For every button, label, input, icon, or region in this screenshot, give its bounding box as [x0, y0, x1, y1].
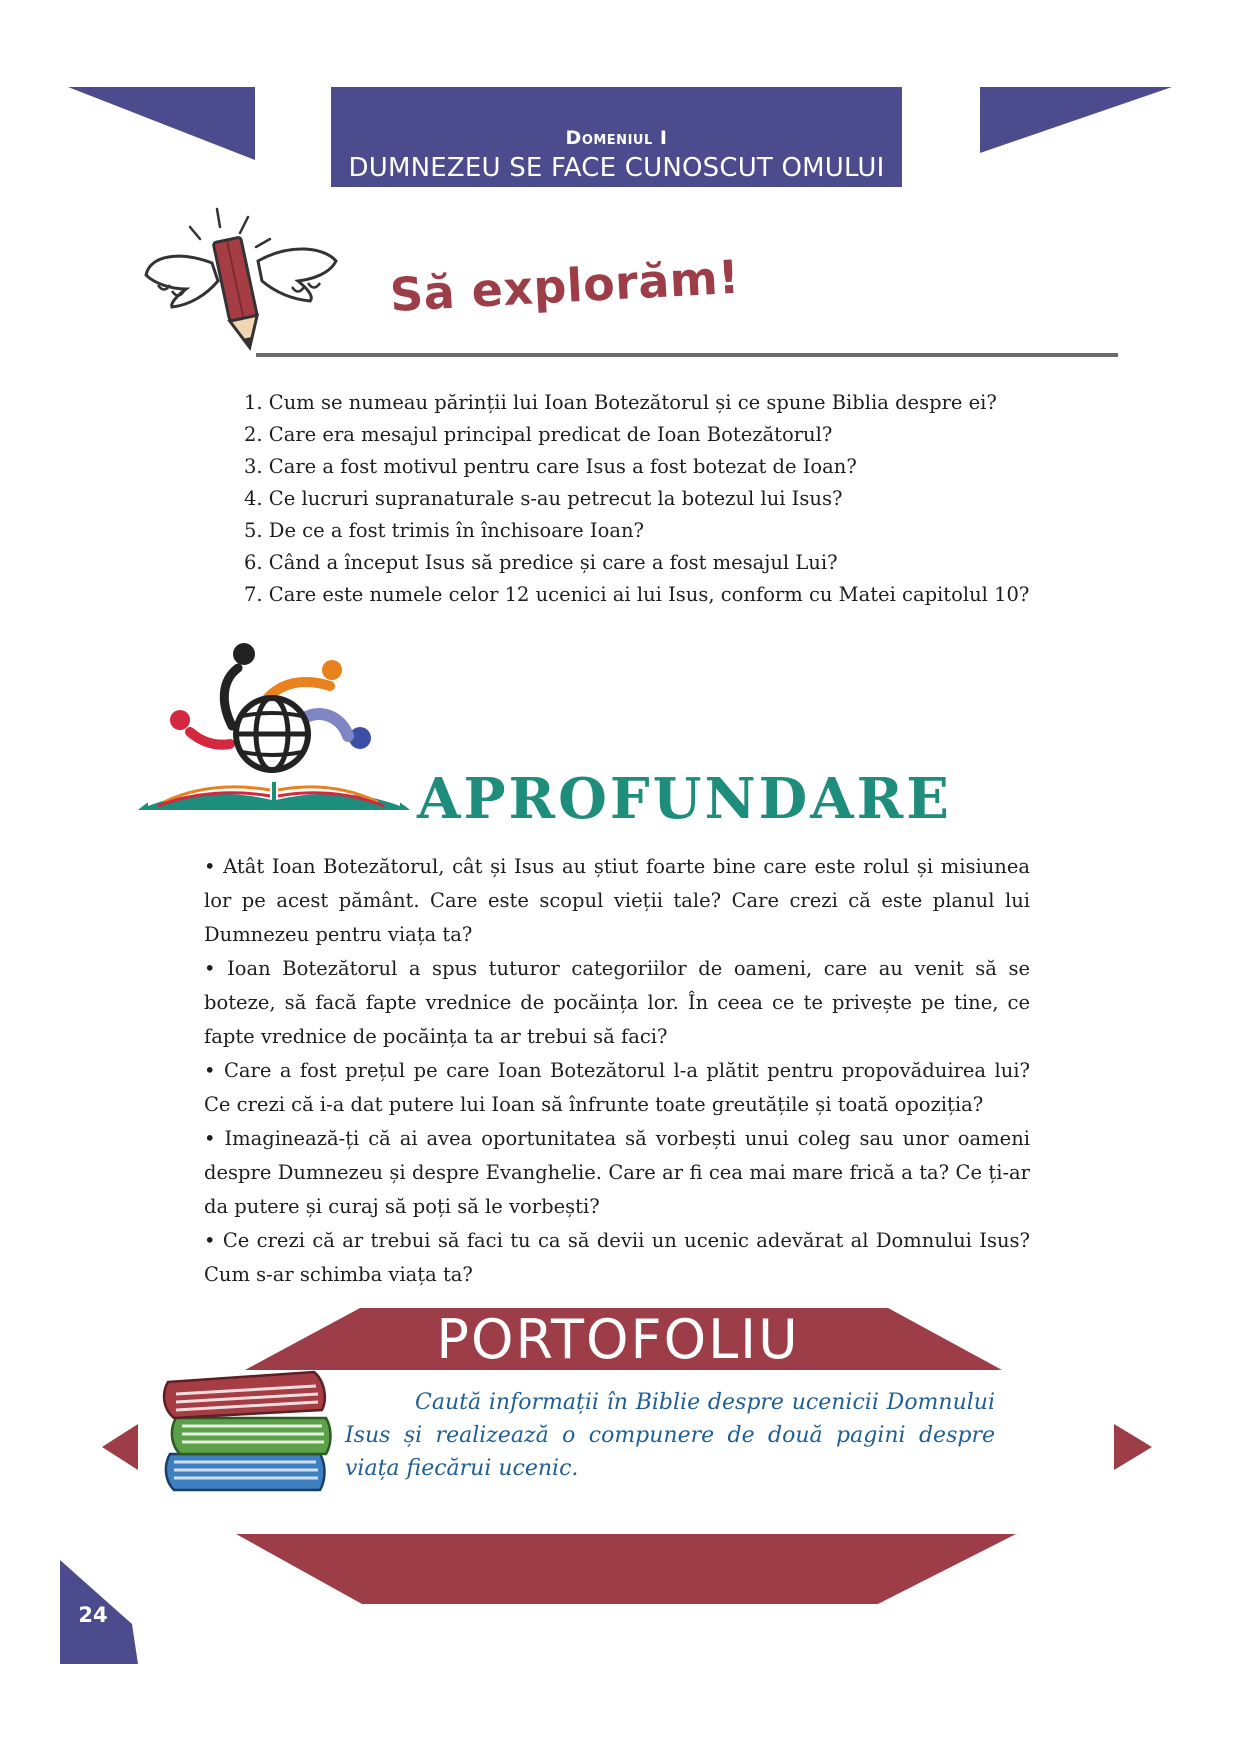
question-item: 4. Ce lucruri supranaturale s-au petrecut la botezul lui Isus? [244, 487, 843, 510]
domain-label: Domeniul I [565, 127, 668, 149]
explore-heading: Să explorăm! [388, 249, 741, 322]
portofoliu-task: Caută informații în Biblie despre ucenicii Domnului Isus și realizează o compunere de două pagini despre viața fiecărui ucenic. [345, 1390, 995, 1481]
aprofundare-body [204, 850, 1030, 1292]
page-number: 24 [78, 1603, 108, 1627]
question-item: 5. De ce a fost trimis în închisoare Ioan? [244, 519, 645, 542]
aprofundare-paragraph: • Imaginează-ți că ai avea oportunitatea să vorbești unui coleg sau unor oameni despre Dumnezeu și despre Evanghelie. Care ar fi cea mai mare frică a ta? Ce ți-ar da putere și curaj să poți să le vorbești? [204, 1127, 1030, 1218]
question-item: 3. Care a fost motivul pentru care Isus a fost botezat de Ioan? [244, 455, 857, 478]
header-banner [331, 87, 902, 187]
aprofundare-paragraph: • Care a fost prețul pe care Ioan Botezătorul l-a plătit pentru propovăduirea lui? Ce crezi că i-a dat putere lui Ioan să înfrunte toate greutățile și toată opoziția? [204, 1059, 1030, 1116]
question-item: 1. Cum se numeau părinții lui Ioan Botezătorul și ce spune Biblia despre ei? [244, 391, 997, 414]
question-item: 6. Când a început Isus să predice și care a fost mesajul Lui? [244, 551, 838, 574]
aprofundare-paragraph: • Ioan Botezătorul a spus tuturor categoriilor de oameni, care au venit să se boteze, să facă fapte vrednice de pocăința lor. În ceea ce te privește pe tine, ce fapte vrednice de pocăința ta ar trebui să faci? [204, 957, 1030, 1048]
question-item: 2. Care era mesajul principal predicat de Ioan Botezătorul? [244, 423, 833, 446]
domain-title: DUMNEZEU SE FACE CUNOSCUT OMULUI [348, 153, 885, 183]
explore-divider [256, 353, 1118, 357]
portofoliu-heading: PORTOFOLIU [436, 1308, 800, 1371]
question-item: 7. Care este numele celor 12 ucenici ai lui Isus, conform cu Matei capitolul 10? [244, 583, 1030, 606]
winged-pencil-icon [140, 203, 350, 353]
aprofundare-paragraph: • Atât Ioan Botezătorul, cât și Isus au știut foarte bine care este rolul și misiunea lor pe acest pământ. Care este scopul vieții tale? Care crezi că este planul lui Dumnezeu pentru viața ta? [204, 855, 1030, 946]
stacked-books-icon [160, 1368, 340, 1500]
aprofundare-heading: APROFUNDARE [417, 766, 952, 832]
aprofundare-paragraph: • Ce crezi că ar trebui să faci tu ca să devii un ucenic adevărat al Domnului Isus? Cum s-ar schimba viața ta? [204, 1229, 1030, 1286]
open-book-people-globe-icon [134, 640, 414, 816]
question-list [244, 387, 1064, 611]
